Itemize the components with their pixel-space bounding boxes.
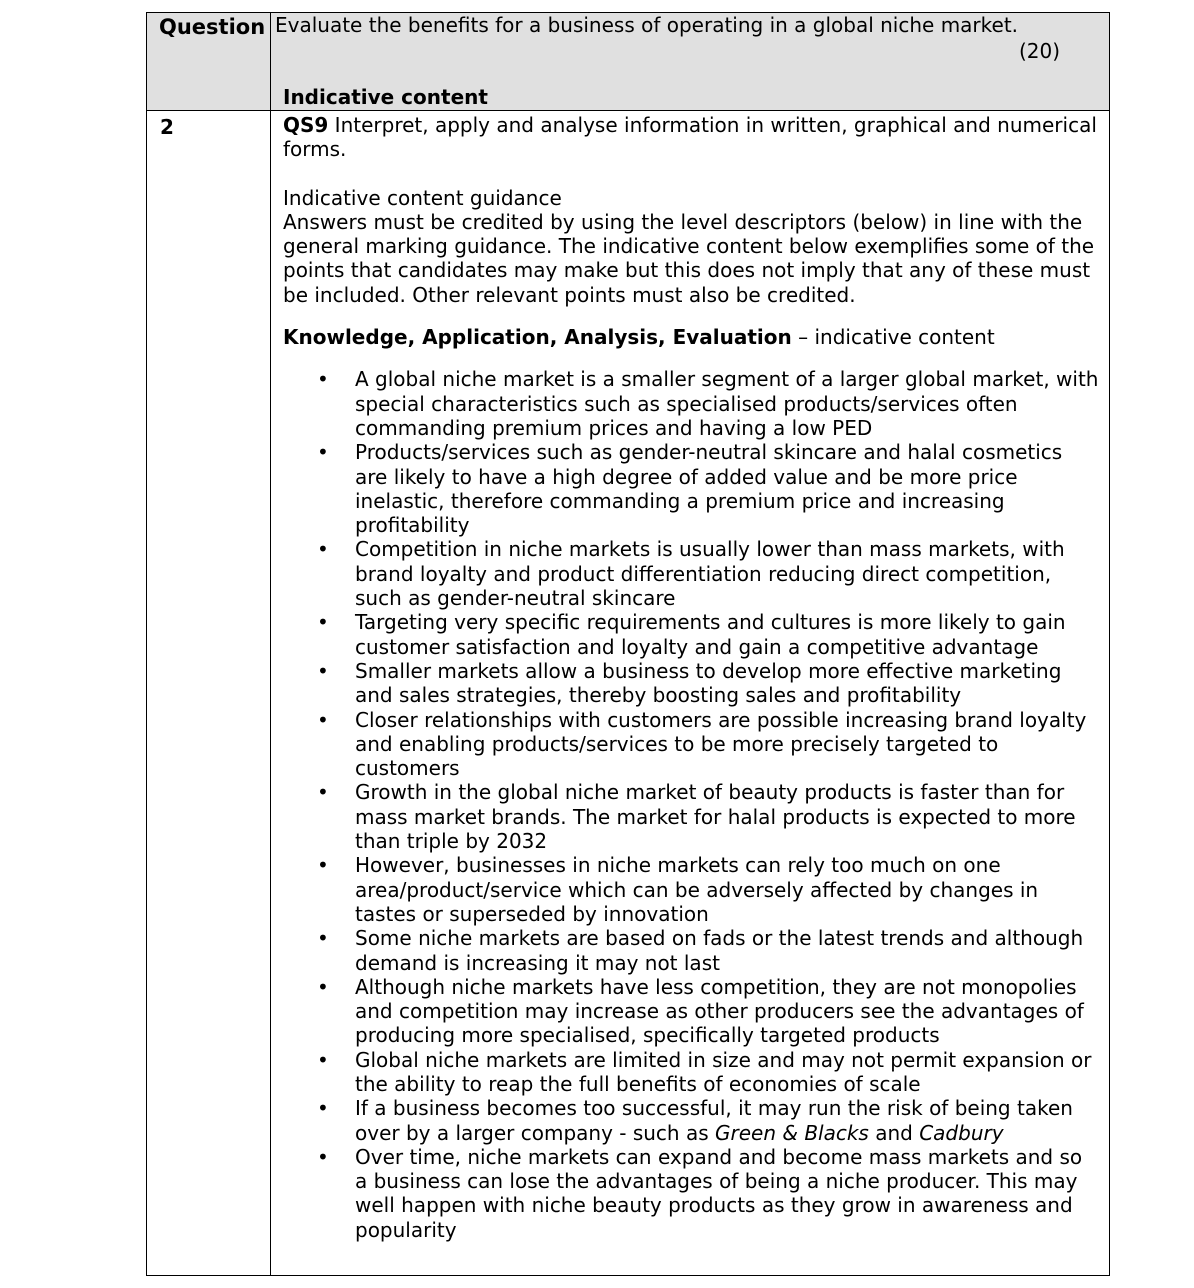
question-text: Evaluate the benefits for a business of operating in a global niche market. xyxy=(275,13,1019,37)
bullet-icon: • xyxy=(317,926,329,951)
list-item: • Over time, niche markets can expand and become mass markets and so a business can lose the advantages of being a niche producer. This may well happen with niche beauty products as they grow in awareness and popularity xyxy=(317,1144,1083,1242)
brand-cadbury: Cadbury xyxy=(919,1120,1004,1145)
table-header xyxy=(147,13,1109,111)
list-item: • If a business becomes too successful, it may run the risk of being taken over by a larger company - such as Green & Blacks and Cadbury xyxy=(317,1096,1073,1145)
bullet-icon: • xyxy=(317,780,329,805)
kaae-bold: Knowledge, Application, Analysis, Evaluation xyxy=(283,325,792,350)
bullet-icon: • xyxy=(317,367,329,392)
list-item: • Although niche markets have less competition, they are not monopolies and competition may increase as other producers see the advantages of producing more specialised, specifically targeted products xyxy=(317,974,1084,1048)
indicative-content-body xyxy=(283,113,1099,1242)
kaae-heading xyxy=(283,325,1099,349)
bullet-icon: • xyxy=(317,1096,329,1121)
list-item: • A global niche market is a smaller segment of a larger global market, with special characteristics such as specialised products/services often commanding premium prices and having a low PED xyxy=(317,367,1099,440)
bullet-icon: • xyxy=(317,537,329,562)
bullet-icon: • xyxy=(317,610,329,635)
indicative-content-heading: Indicative content xyxy=(283,85,488,109)
list-item: • Global niche markets are limited in size and may not permit expansion or the ability to reap the full benefits of economies of scale xyxy=(317,1047,1092,1096)
list-item: • Products/services such as gender-neutral skincare and halal cosmetics are likely to have a high degree of added value and be more price inelastic, therefore commanding a premium price and increasing profitability xyxy=(317,440,1063,538)
bullet-icon: • xyxy=(317,853,329,878)
bullet-icon: • xyxy=(317,658,329,683)
guidance-title: Indicative content guidance xyxy=(283,185,562,210)
qs-code: QS9 xyxy=(283,113,329,137)
question-label: Question xyxy=(159,15,266,39)
list-item: • Closer relationships with customers are possible increasing brand loyalty and enabling products/services to be more precisely targeted to customers xyxy=(317,707,1087,781)
list-item: • Growth in the global niche market of beauty products is faster than for mass market brands. The market for halal products is expected to more than triple by 2032 xyxy=(317,780,1076,854)
guidance-text: Answers must be credited by using the level descriptors (below) in line with the general marking guidance. The indicative content below exemplifies some of the points that candidates may make but this does not imply that any of these must be included. Other relevant points must also be credited. xyxy=(283,209,1095,307)
brand-green-blacks: Green & Blacks xyxy=(715,1120,869,1145)
list-item: • Smaller markets allow a business to develop more effective marketing and sales strategies, thereby boosting sales and profitability xyxy=(317,658,1062,708)
list-item: • Some niche markets are based on fads or the latest trends and although demand is increasing it may not last xyxy=(317,926,1084,975)
bullet-icon: • xyxy=(317,1047,329,1072)
bullet-icon: • xyxy=(317,440,329,465)
list-item: • Competition in niche markets is usually lower than mass markets, with brand loyalty and product differentiation reducing direct competition, such as gender-neutral skincare xyxy=(317,537,1065,611)
list-item: • However, businesses in niche markets can rely too much on one area/product/service which can be adversely affected by changes in tastes or superseded by innovation xyxy=(317,853,1039,926)
qs-text: Interpret, apply and analyse information in written, graphical and numerical forms. xyxy=(283,113,1097,162)
bullet-icon: • xyxy=(317,1144,329,1169)
mark-scheme-table xyxy=(146,12,1110,1276)
list-item: • Targeting very specific requirements and cultures is more likely to gain customer satisfaction and loyalty and gain a competitive advantage xyxy=(317,610,1066,659)
quality-statement xyxy=(283,113,1099,162)
bullet-icon: • xyxy=(317,707,329,732)
indicative-points-list xyxy=(283,367,1099,1242)
column-divider xyxy=(270,13,271,1275)
kaae-rest: – indicative content xyxy=(791,325,995,350)
bullet-icon: • xyxy=(317,974,329,999)
question-number: 2 xyxy=(160,115,174,139)
marks-available: (20) xyxy=(1019,39,1061,63)
